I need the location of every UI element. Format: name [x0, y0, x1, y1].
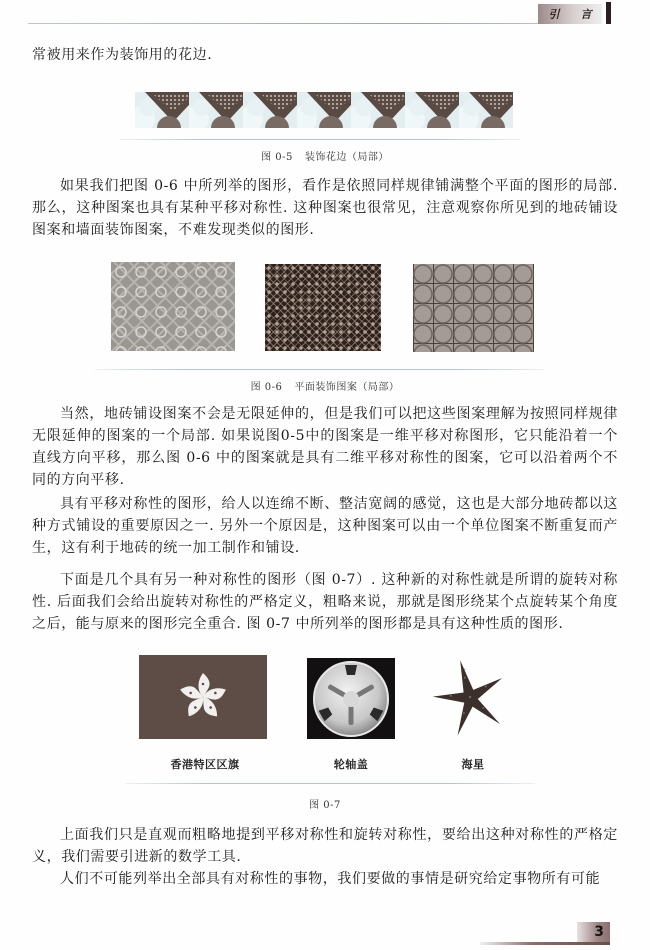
figure-title: 装饰花边（局部）: [304, 152, 389, 163]
border-unit: [243, 92, 297, 128]
figure-number: 图 0-5: [261, 152, 293, 163]
starfish-image: [430, 655, 510, 739]
header-bar: [606, 2, 611, 24]
figure-0-6-pattern-3: [413, 264, 534, 352]
border-unit: [135, 92, 189, 128]
figure-0-6-pattern-1: [111, 262, 235, 351]
footer-rule: [480, 942, 610, 945]
paragraph-text: 下面是几个具有另一种对称性的图形（图 0-7）. 这种新的对称性就是所谓的旋转对称性. 后面我们会给出旋转对称性的严格定义，粗略来说，那就是图形绕某个点旋转某个角度之后，能与原来的图形完全重合. 图 0-7 中所列举的图形都是具有这种性质的图形.: [32, 572, 618, 632]
paragraph-continuation: [32, 44, 618, 66]
border-unit: [189, 92, 243, 128]
figure-0-7-label-starfish: 海星: [461, 758, 485, 771]
section-tab-char-1: 引: [548, 8, 560, 21]
figure-rule: [120, 139, 520, 140]
paragraph-text: 如果我们把图 0-6 中所列举的图形，看作是依照同样规律铺满整个平面的图形的局部. 那么，这种图案也具有某种平移对称性. 这种图案也很常见，注意观察你所见到的地砖铺设图案和墙面装饰图案，不难发现类似的图形.: [32, 178, 618, 238]
page-number: [577, 922, 610, 942]
hubcap-image: [307, 658, 395, 739]
figure-0-5-border-image: [135, 92, 513, 128]
figure-title: 平面装饰图案（局部）: [294, 382, 400, 393]
figure-0-7-caption: [0, 796, 650, 811]
paragraph-1: [32, 175, 618, 241]
figure-0-7-label-hubcap: 轮轴盖: [333, 758, 369, 771]
paragraph-text: 具有平移对称性的图形，给人以连绵不断、整洁宽阔的感觉，这也是大部分地砖都以这种方式铺设的重要原因之一. 另外一个原因是，这种图案可以由一个单位图案不断重复而产生，这有利于地砖的统一加工制作和铺设.: [32, 496, 618, 556]
paragraph-text: 常被用来作为装饰用的花边.: [32, 47, 213, 63]
figure-0-6-pattern-2: [265, 264, 381, 351]
paragraph-text: 人们不可能列举出全部具有对称性的事物，我们要做的事情是研究给定事物所有可能: [60, 871, 601, 887]
paragraph-2: [32, 403, 618, 491]
paragraph-3: [32, 493, 618, 559]
page-number-text: 3: [594, 924, 604, 940]
paragraph-text: 上面我们只是直观而粗略地提到平移对称性和旋转对称性，要给出这种对称性的严格定义，我们需要引进新的数学工具.: [32, 827, 618, 865]
hubcap-icon: [311, 659, 391, 739]
section-tab: [538, 4, 602, 24]
paragraph-5: [32, 824, 618, 868]
figure-rule: [95, 369, 545, 370]
paragraph-4: [32, 569, 618, 635]
header-rule: [28, 23, 588, 24]
bauhinia-flower-icon: [173, 667, 233, 727]
hong-kong-flag-image: [139, 655, 267, 739]
paragraph-text: 当然，地砖铺设图案不会是无限延伸的，但是我们可以把这些图案理解为按照同样规律无限延伸的图案的一个局部. 如果说图0-5中的图案是一维平移对称图形，它只能沿着一个直线方向平移，那么图 0-6 中的图案就是具有二维平移对称性的图案，它可以沿着两个不同的方向平移.: [32, 406, 618, 488]
figure-0-7-label-flag: 香港特区区旗: [170, 758, 240, 771]
paragraph-6: [32, 868, 618, 890]
border-unit: [297, 92, 351, 128]
figure-number: 图 0-7: [309, 800, 341, 811]
figure-0-5-caption: [0, 148, 650, 163]
border-unit: [405, 92, 459, 128]
border-unit: [459, 92, 513, 128]
section-tab-char-2: 言: [580, 8, 592, 21]
figure-0-6-caption: [0, 378, 650, 393]
figure-rule: [125, 783, 535, 784]
border-unit: [351, 92, 405, 128]
figure-number: 图 0-6: [250, 382, 283, 393]
starfish-icon: [430, 655, 510, 739]
